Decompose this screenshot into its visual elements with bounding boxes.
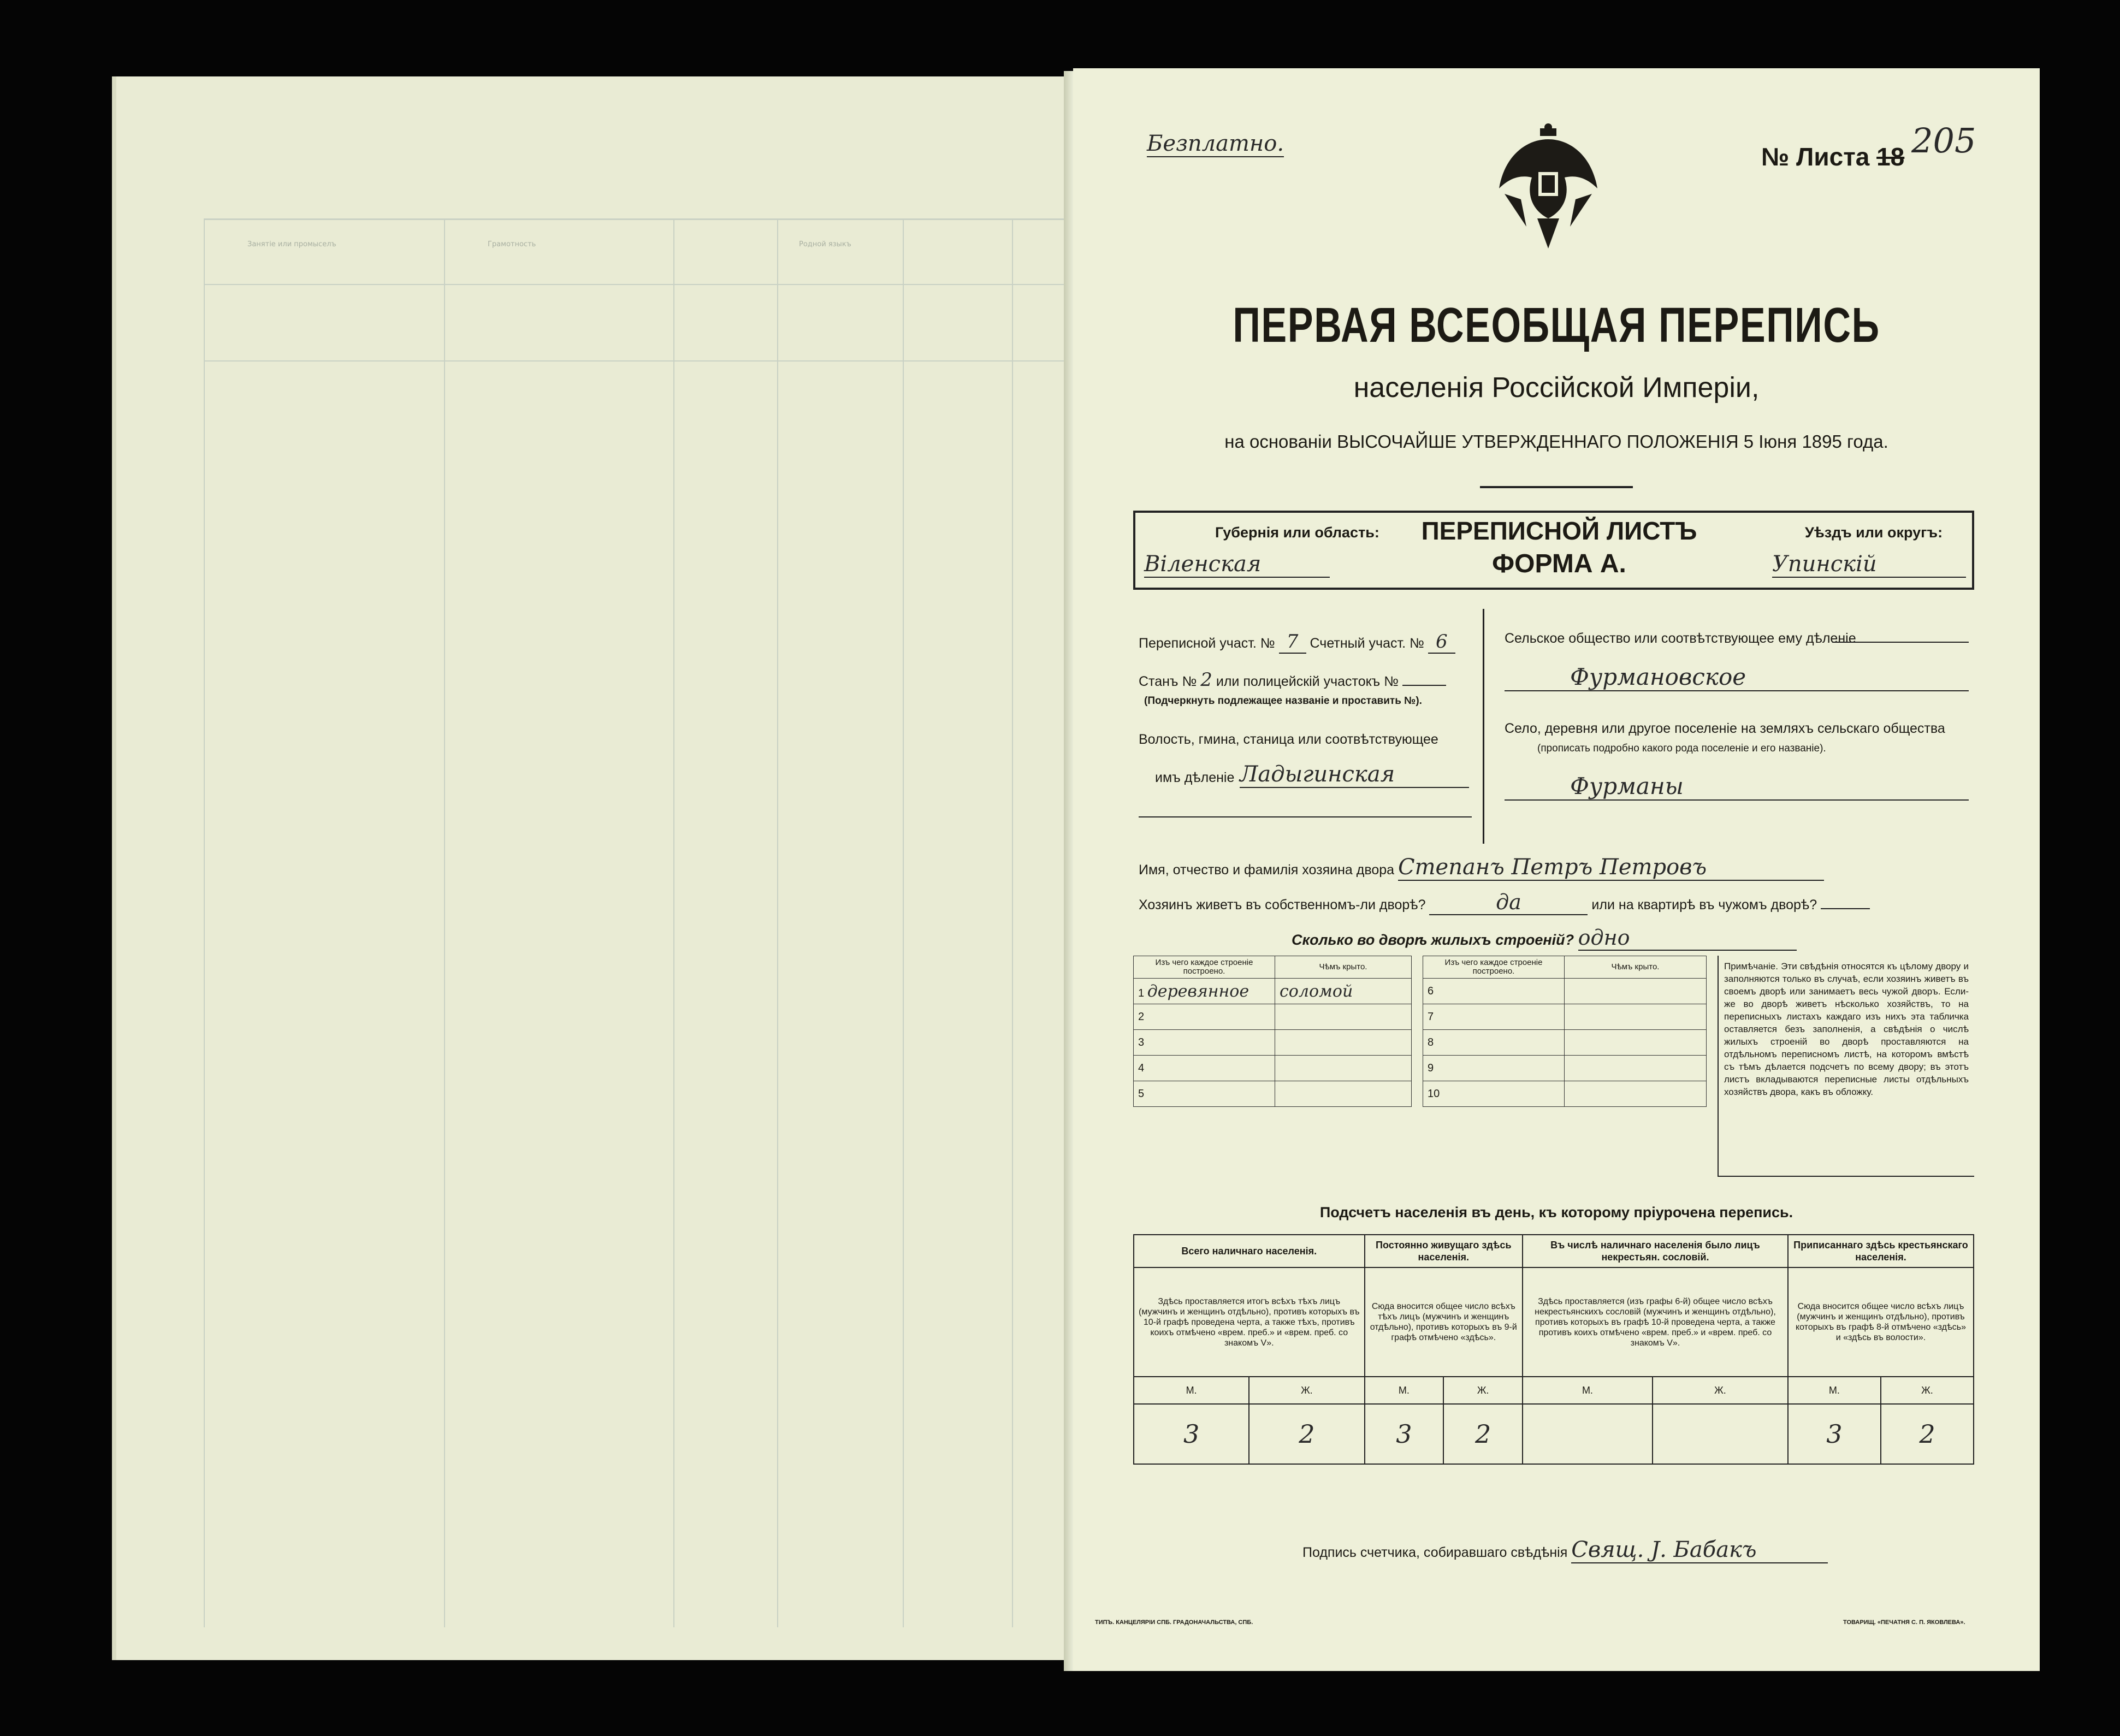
- district-label: Уѣздъ или округъ:: [1805, 524, 1943, 541]
- count-area-label: Счетный участ. №: [1310, 636, 1424, 651]
- rent-label: или на квартирѣ въ чужомъ дворѣ?: [1591, 897, 1817, 913]
- count-value: [1653, 1404, 1788, 1464]
- col1-desc: Здѣсь проставляется итогъ всѣхъ тѣхъ лицъ (мужчинъ и женщинъ отдѣльно), противъ которыхъ въ 10-й графѣ проведена черта, а также тѣхъ, противъ коихъ отмѣчено «врем. преб.» и «врем. преб. со знакомъ V».: [1134, 1267, 1365, 1377]
- province-label: Губернія или область:: [1215, 524, 1379, 541]
- buildings-value: одно: [1578, 926, 1797, 951]
- count-value: 2: [1249, 1404, 1364, 1464]
- table-row: 2: [1134, 1004, 1412, 1030]
- count-value: 2: [1881, 1404, 1974, 1464]
- yard-field: [1139, 890, 1870, 915]
- basis-line: на основаніи ВЫСОЧАЙШЕ УТВЕРЖДЕННАГО ПОЛОЖЕНІЯ 5 Іюня 1895 года.: [1224, 431, 1888, 452]
- owner-label: Имя, отчество и фамилія хозяина двора: [1139, 862, 1395, 878]
- village-value: Фурманы: [1505, 773, 1969, 801]
- material-value: деревянное: [1147, 981, 1250, 1001]
- m-label: М.: [1134, 1377, 1249, 1404]
- col3-desc: Здѣсь проставляется (изъ графы 6-й) общее число всѣхъ некрестьянскихъ сословій (мужчинъ и женщинъ отдѣльно), противъ которыхъ въ графѣ 10-й проведена черта, а также противъ коихъ отмѣчено «врем. преб.» и «врем. преб. со знакомъ V».: [1523, 1267, 1788, 1377]
- table-row: 4: [1134, 1056, 1412, 1081]
- count-value: [1523, 1404, 1653, 1464]
- free-label: Безплатно.: [1147, 131, 1284, 156]
- ghost-header-3: Родной языкъ: [799, 240, 851, 248]
- buildings-field: [1292, 926, 1797, 951]
- table-row: 3: [1134, 1030, 1412, 1056]
- population-title: Подсчетъ населенія въ день, къ которому пріурочена перепись.: [1319, 1204, 1793, 1220]
- col4-head: Приписаннаго здѣсь крестьянскаго населенія.: [1788, 1235, 1974, 1267]
- population-table: [1133, 1234, 1974, 1465]
- signature-field: [1302, 1537, 1828, 1563]
- stan-value: 2: [1200, 669, 1212, 691]
- fields-divider: [1483, 609, 1484, 844]
- material-header: Изъ чего каждое строеніе построено.: [1134, 956, 1275, 979]
- buildings-table-left: [1133, 956, 1412, 1107]
- roof-header: Чѣмъ крыто.: [1565, 956, 1707, 979]
- count-value: 3: [1134, 1404, 1249, 1464]
- volost-label: Волость, гмина, станица или соотвѣтствующее: [1139, 732, 1438, 747]
- material-header: Изъ чего каждое строеніе построено.: [1423, 956, 1565, 979]
- col2-desc: Сюда вносится общее число всѣхъ тѣхъ лицъ (мужчинъ и женщинъ отдѣльно), противъ которыхъ въ 9-й графѣ отмѣчено «здѣсь».: [1365, 1267, 1523, 1377]
- census-area-label: Переписной участ. №: [1139, 636, 1275, 651]
- imperial-eagle-emblem: [1494, 123, 1603, 254]
- district-value: Упинскій: [1772, 552, 1966, 578]
- roof-value: соломой: [1275, 979, 1412, 1004]
- own-yard-value: да: [1429, 890, 1588, 915]
- province-value: Віленская: [1144, 552, 1330, 578]
- table-row: 10: [1423, 1081, 1707, 1107]
- table-row: 5: [1134, 1081, 1412, 1107]
- col4-desc: Сюда вносится общее число всѣхъ лицъ (мужчинъ и женщинъ отдѣльно), противъ которыхъ въ графѣ 8-й отмѣчено «здѣсь» и «здѣсь въ волости».: [1788, 1267, 1974, 1377]
- sheet-title: ПЕРЕПИСНОЙ ЛИСТЪ: [1421, 517, 1697, 545]
- sheet-label: № Листа: [1761, 143, 1870, 171]
- volost-label2: имъ дѣленіе: [1155, 770, 1235, 785]
- m-label: М.: [1788, 1377, 1881, 1404]
- f-label: Ж.: [1653, 1377, 1788, 1404]
- count-area-value: 6: [1428, 631, 1455, 654]
- owner-value: Степанъ Петръ Петровъ: [1398, 855, 1824, 881]
- table-row: 9: [1423, 1056, 1707, 1081]
- col3-head: Въ числѣ наличнаго населенія было лицъ некрестьян. сословій.: [1523, 1235, 1788, 1267]
- sheet-number-field: [1761, 121, 1976, 174]
- ghost-header-2: Грамотность: [488, 240, 536, 248]
- count-value: 3: [1365, 1404, 1444, 1464]
- footer-right: ТОВАРИЩ. «ПЕЧАТНЯ С. П. ЯКОВЛЕВА».: [1843, 1619, 1965, 1626]
- ghost-header-1: Занятіе или промыселъ: [247, 240, 336, 248]
- society-value: Фурмановское: [1505, 663, 1969, 691]
- stan-note: (Подчеркнуть подлежащее названіе и проставить №).: [1144, 695, 1422, 707]
- own-yard-label: Хозяинъ живетъ въ собственномъ-ли дворѣ?: [1139, 897, 1426, 913]
- volost-extra-line: [1139, 811, 1472, 817]
- sheet-number-struck: 18: [1876, 143, 1905, 171]
- main-title: ПЕРВАЯ ВСЕОБЩАЯ ПЕРЕПИСЬ: [1233, 298, 1880, 353]
- society-label: Сельское общество или соотвѣтствующее ему дѣленіе: [1505, 631, 1856, 646]
- table-row: 6: [1423, 979, 1707, 1004]
- society-label-line: [1832, 642, 1969, 643]
- buildings-label: Сколько во дворѣ жилыхъ строеній?: [1292, 932, 1574, 948]
- right-page: [1073, 68, 2040, 1671]
- faint-table: [204, 218, 1105, 1627]
- f-label: Ж.: [1249, 1377, 1364, 1404]
- footer-left: ТИПЪ. КАНЦЕЛЯРІИ СПБ. ГРАДОНАЧАЛЬСТВА, СПБ.: [1095, 1619, 1253, 1626]
- table-row: 1 деревянное соломой: [1134, 979, 1412, 1004]
- form-title: ФОРМА А.: [1492, 549, 1626, 578]
- census-area-value: 7: [1279, 631, 1306, 654]
- signature-label: Подпись счетчика, собиравшаго свѣдѣнія: [1302, 1545, 1568, 1560]
- f-label: Ж.: [1443, 1377, 1523, 1404]
- note-text: Примѣчаніе. Эти свѣдѣнія относятся къ цѣлому двору и заполняются только въ случаѣ, если хозяинъ живетъ въ своемъ дворѣ или занимаетъ весь чужой дворъ. Если-же во дворѣ живетъ нѣсколько хозяйствъ, то на переписныхъ листахъ каждаго изъ нихъ эта табличка оставляется безъ заполненія, а свѣдѣнія о числѣ жилыхъ строеній во дворѣ проставляются на отдѣльномъ переписномъ листѣ, на которомъ вмѣстѣ съ тѣмъ дѣлается подсчетъ по всему двору; въ этотъ листъ вкладываются переписные листы отдѣльныхъ хозяйствъ двора, какъ въ обложку.: [1718, 956, 1974, 1177]
- sheet-number: 205: [1911, 121, 1976, 161]
- census-area-field: [1139, 631, 1455, 654]
- stan-label: Станъ №: [1139, 674, 1197, 689]
- col1-head: Всего наличнаго населенія.: [1134, 1235, 1365, 1267]
- m-label: М.: [1365, 1377, 1444, 1404]
- signature-value: Свящ. Ј. Бабакъ: [1571, 1537, 1828, 1563]
- stan-field: [1139, 669, 1446, 691]
- police-label: или полицейскій участокъ №: [1216, 674, 1399, 689]
- col2-head: Постоянно живущаго здѣсь населенія.: [1365, 1235, 1523, 1267]
- owner-field: [1139, 855, 1824, 881]
- subtitle: населенія Россійской Имперіи,: [1353, 372, 1760, 404]
- ornament-divider: [1480, 486, 1633, 488]
- f-label: Ж.: [1881, 1377, 1974, 1404]
- m-label: М.: [1523, 1377, 1653, 1404]
- roof-header: Чѣмъ крыто.: [1275, 956, 1412, 979]
- volost-value: Ладыгинская: [1240, 762, 1469, 788]
- village-note: (прописать подробно какого рода поселеніе и его названіе).: [1537, 743, 1826, 754]
- count-value: 2: [1443, 1404, 1523, 1464]
- count-value: 3: [1788, 1404, 1881, 1464]
- left-page: [112, 76, 1073, 1660]
- buildings-table-right: [1423, 956, 1707, 1107]
- table-row: 8: [1423, 1030, 1707, 1056]
- village-label: Село, деревня или другое поселеніе на земляхъ сельскаго общества: [1505, 721, 1945, 736]
- table-row: 7: [1423, 1004, 1707, 1030]
